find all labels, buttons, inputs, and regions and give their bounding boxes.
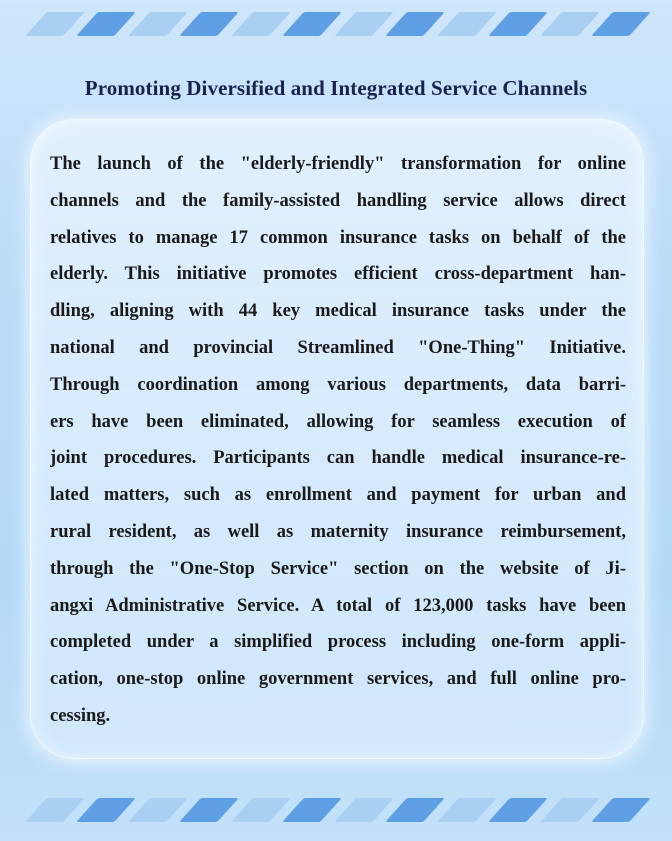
stripe <box>128 798 188 822</box>
paragraph-line: The launch of the "elderly-friendly" transformation for online <box>50 154 626 174</box>
stripe <box>282 798 342 822</box>
stripe <box>437 798 497 822</box>
stripe <box>540 798 600 822</box>
stripe <box>591 12 651 36</box>
top-stripe-decoration <box>36 11 640 37</box>
paragraph-line: ers have been eliminated, allowing for seamless execution of <box>50 411 626 432</box>
stripe <box>385 798 445 822</box>
paragraph-line: national and provincial Streamlined "One-Thing" Initiative. <box>50 337 626 358</box>
stripe <box>334 12 394 36</box>
paragraph-line: joint procedures. Participants can handle medical insurance-re- <box>50 448 626 469</box>
body-paragraph <box>50 146 626 735</box>
paragraph-line: relatives to manage 17 common insurance tasks on behalf of the <box>50 227 626 248</box>
paragraph-line: channels and the family-assisted handling service allows direct <box>50 190 626 211</box>
stripe <box>231 798 291 822</box>
stripe <box>180 798 240 822</box>
paragraph-line: through the "One-Stop Service" section on the website of Ji- <box>50 558 626 579</box>
paragraph-line: cation, one-stop online government services, and full online pro- <box>50 669 626 690</box>
paragraph-line: completed under a simplified process including one-form appli- <box>50 632 626 653</box>
stripe <box>540 12 600 36</box>
paragraph-line: elderly. This initiative promotes efficient cross-department han- <box>50 264 626 285</box>
paragraph-line: dling, aligning with 44 key medical insurance tasks under the <box>50 301 626 322</box>
stripe <box>128 12 188 36</box>
paragraph-line: Through coordination among various departments, data barri- <box>50 374 626 395</box>
stripe <box>591 798 651 822</box>
paragraph-line: angxi Administrative Service. A total of 123,000 tasks have been <box>50 595 626 616</box>
page-title: Promoting Diversified and Integrated Service Channels <box>84 76 588 100</box>
stripe <box>231 12 291 36</box>
paragraph-line: rural resident, as well as maternity insurance reimbursement, <box>50 521 626 542</box>
paragraph-line: cessing. <box>50 705 111 726</box>
stripe <box>437 12 497 36</box>
paragraph-line: lated matters, such as enrollment and payment for urban and <box>50 485 626 506</box>
stripe <box>282 12 342 36</box>
stripe <box>77 798 137 822</box>
stripe <box>25 12 85 36</box>
stripe <box>77 12 137 36</box>
stripe <box>488 798 548 822</box>
bottom-stripe-decoration <box>36 797 640 823</box>
stripe <box>180 12 240 36</box>
stripe <box>25 798 85 822</box>
stripe <box>385 12 445 36</box>
stripe <box>488 12 548 36</box>
stripe <box>334 798 394 822</box>
